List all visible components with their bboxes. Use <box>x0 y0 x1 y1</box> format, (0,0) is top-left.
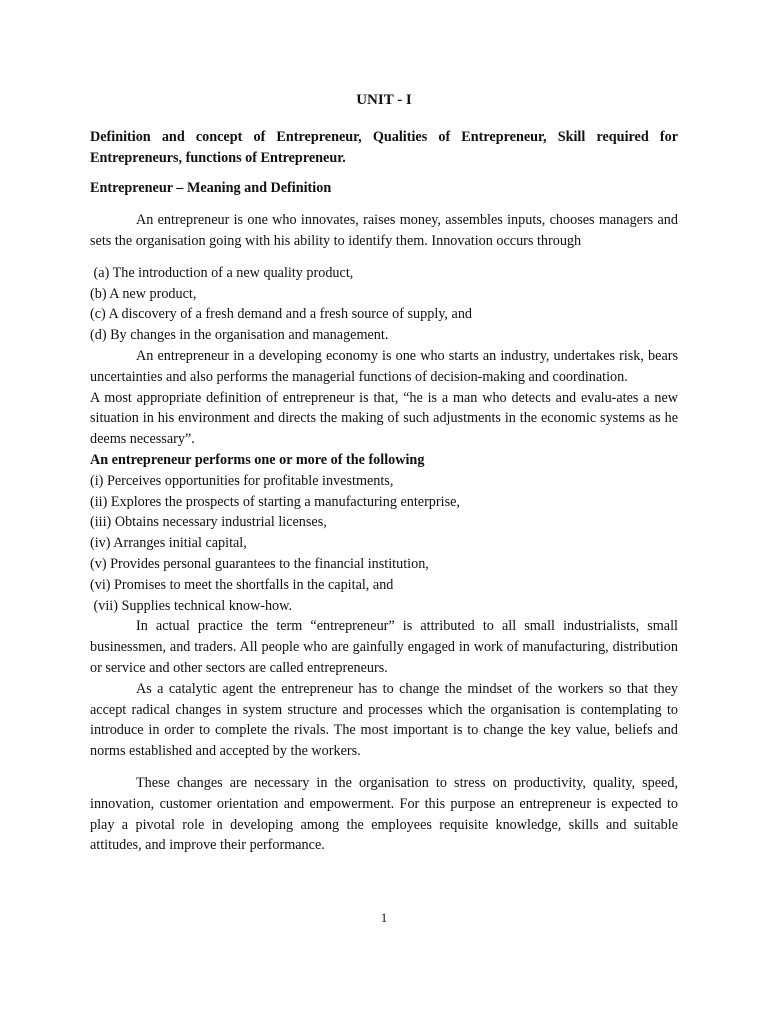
catalytic-paragraph: As a catalytic agent the entrepreneur has to change the mindset of the workers so that they accept radical changes in system structure and processes which the organisation is contemplating to introduce in order to complete the rivals. The most important is to change the key value, beliefs and norms established and accepted by the workers. <box>90 680 678 760</box>
section-heading: Definition and concept of Entrepreneur, Qualities of Entrepreneur, Skill required for Entrepreneurs, functions of Entrepreneur. <box>90 128 678 166</box>
unit-title: UNIT - I <box>356 92 412 108</box>
performs-heading: An entrepreneur performs one or more of the following <box>90 451 425 468</box>
list-item: (d) By changes in the organisation and management. <box>90 327 389 344</box>
list-item: (vii) Supplies technical know-how. <box>90 597 292 614</box>
practice-paragraph: In actual practice the term “entrepreneur” is attributed to all small industrialists, small businessmen, and traders. All people who are gainfully engaged in work of manufacturing, distribution or service and other sectors are called entrepreneurs. <box>90 618 678 676</box>
list-item: (a) The introduction of a new quality product, <box>90 264 354 281</box>
definition-paragraph: A most appropriate definition of entrepreneur is that, “he is a man who detects and evalu-ates a new situation in his environment and directs the making of such adjustments in the economic systems as he deems necessary”. <box>90 389 678 448</box>
list-item: (iii) Obtains necessary industrial licenses, <box>90 514 327 531</box>
list-item: (c) A discovery of a fresh demand and a fresh source of supply, and <box>90 306 473 323</box>
innovation-list <box>90 263 678 346</box>
list-item: (ii) Explores the prospects of starting a manufacturing enterprise, <box>90 493 460 510</box>
page-number: 1 <box>380 910 388 925</box>
section-subheading: Entrepreneur – Meaning and Definition <box>90 180 332 197</box>
list-item: (iv) Arranges initial capital, <box>90 535 247 552</box>
intro-paragraph: An entrepreneur is one who innovates, raises money, assembles inputs, chooses managers and sets the organisation going with his ability to identify them. Innovation occurs through <box>90 212 678 249</box>
developing-economy-paragraph: An entrepreneur in a developing economy is one who starts an industry, undertakes risk, bears uncertainties and also performs the managerial functions of decision-making and coordination. <box>90 347 678 385</box>
list-item: (vi) Promises to meet the shortfalls in the capital, and <box>90 576 394 593</box>
list-item: (v) Provides personal guarantees to the financial institution, <box>90 555 429 572</box>
document-page <box>90 90 678 856</box>
list-item: (b) A new product, <box>90 285 197 302</box>
performs-list <box>90 471 678 617</box>
list-item: (i) Perceives opportunities for profitable investments, <box>90 472 394 489</box>
changes-paragraph: These changes are necessary in the organisation to stress on productivity, quality, speed, innovation, customer orientation and empowerment. For this purpose an entrepreneur is expected to play a pivotal role in developing among the employees requisite knowledge, skills and suitable attitudes, and improve their performance. <box>90 774 678 854</box>
